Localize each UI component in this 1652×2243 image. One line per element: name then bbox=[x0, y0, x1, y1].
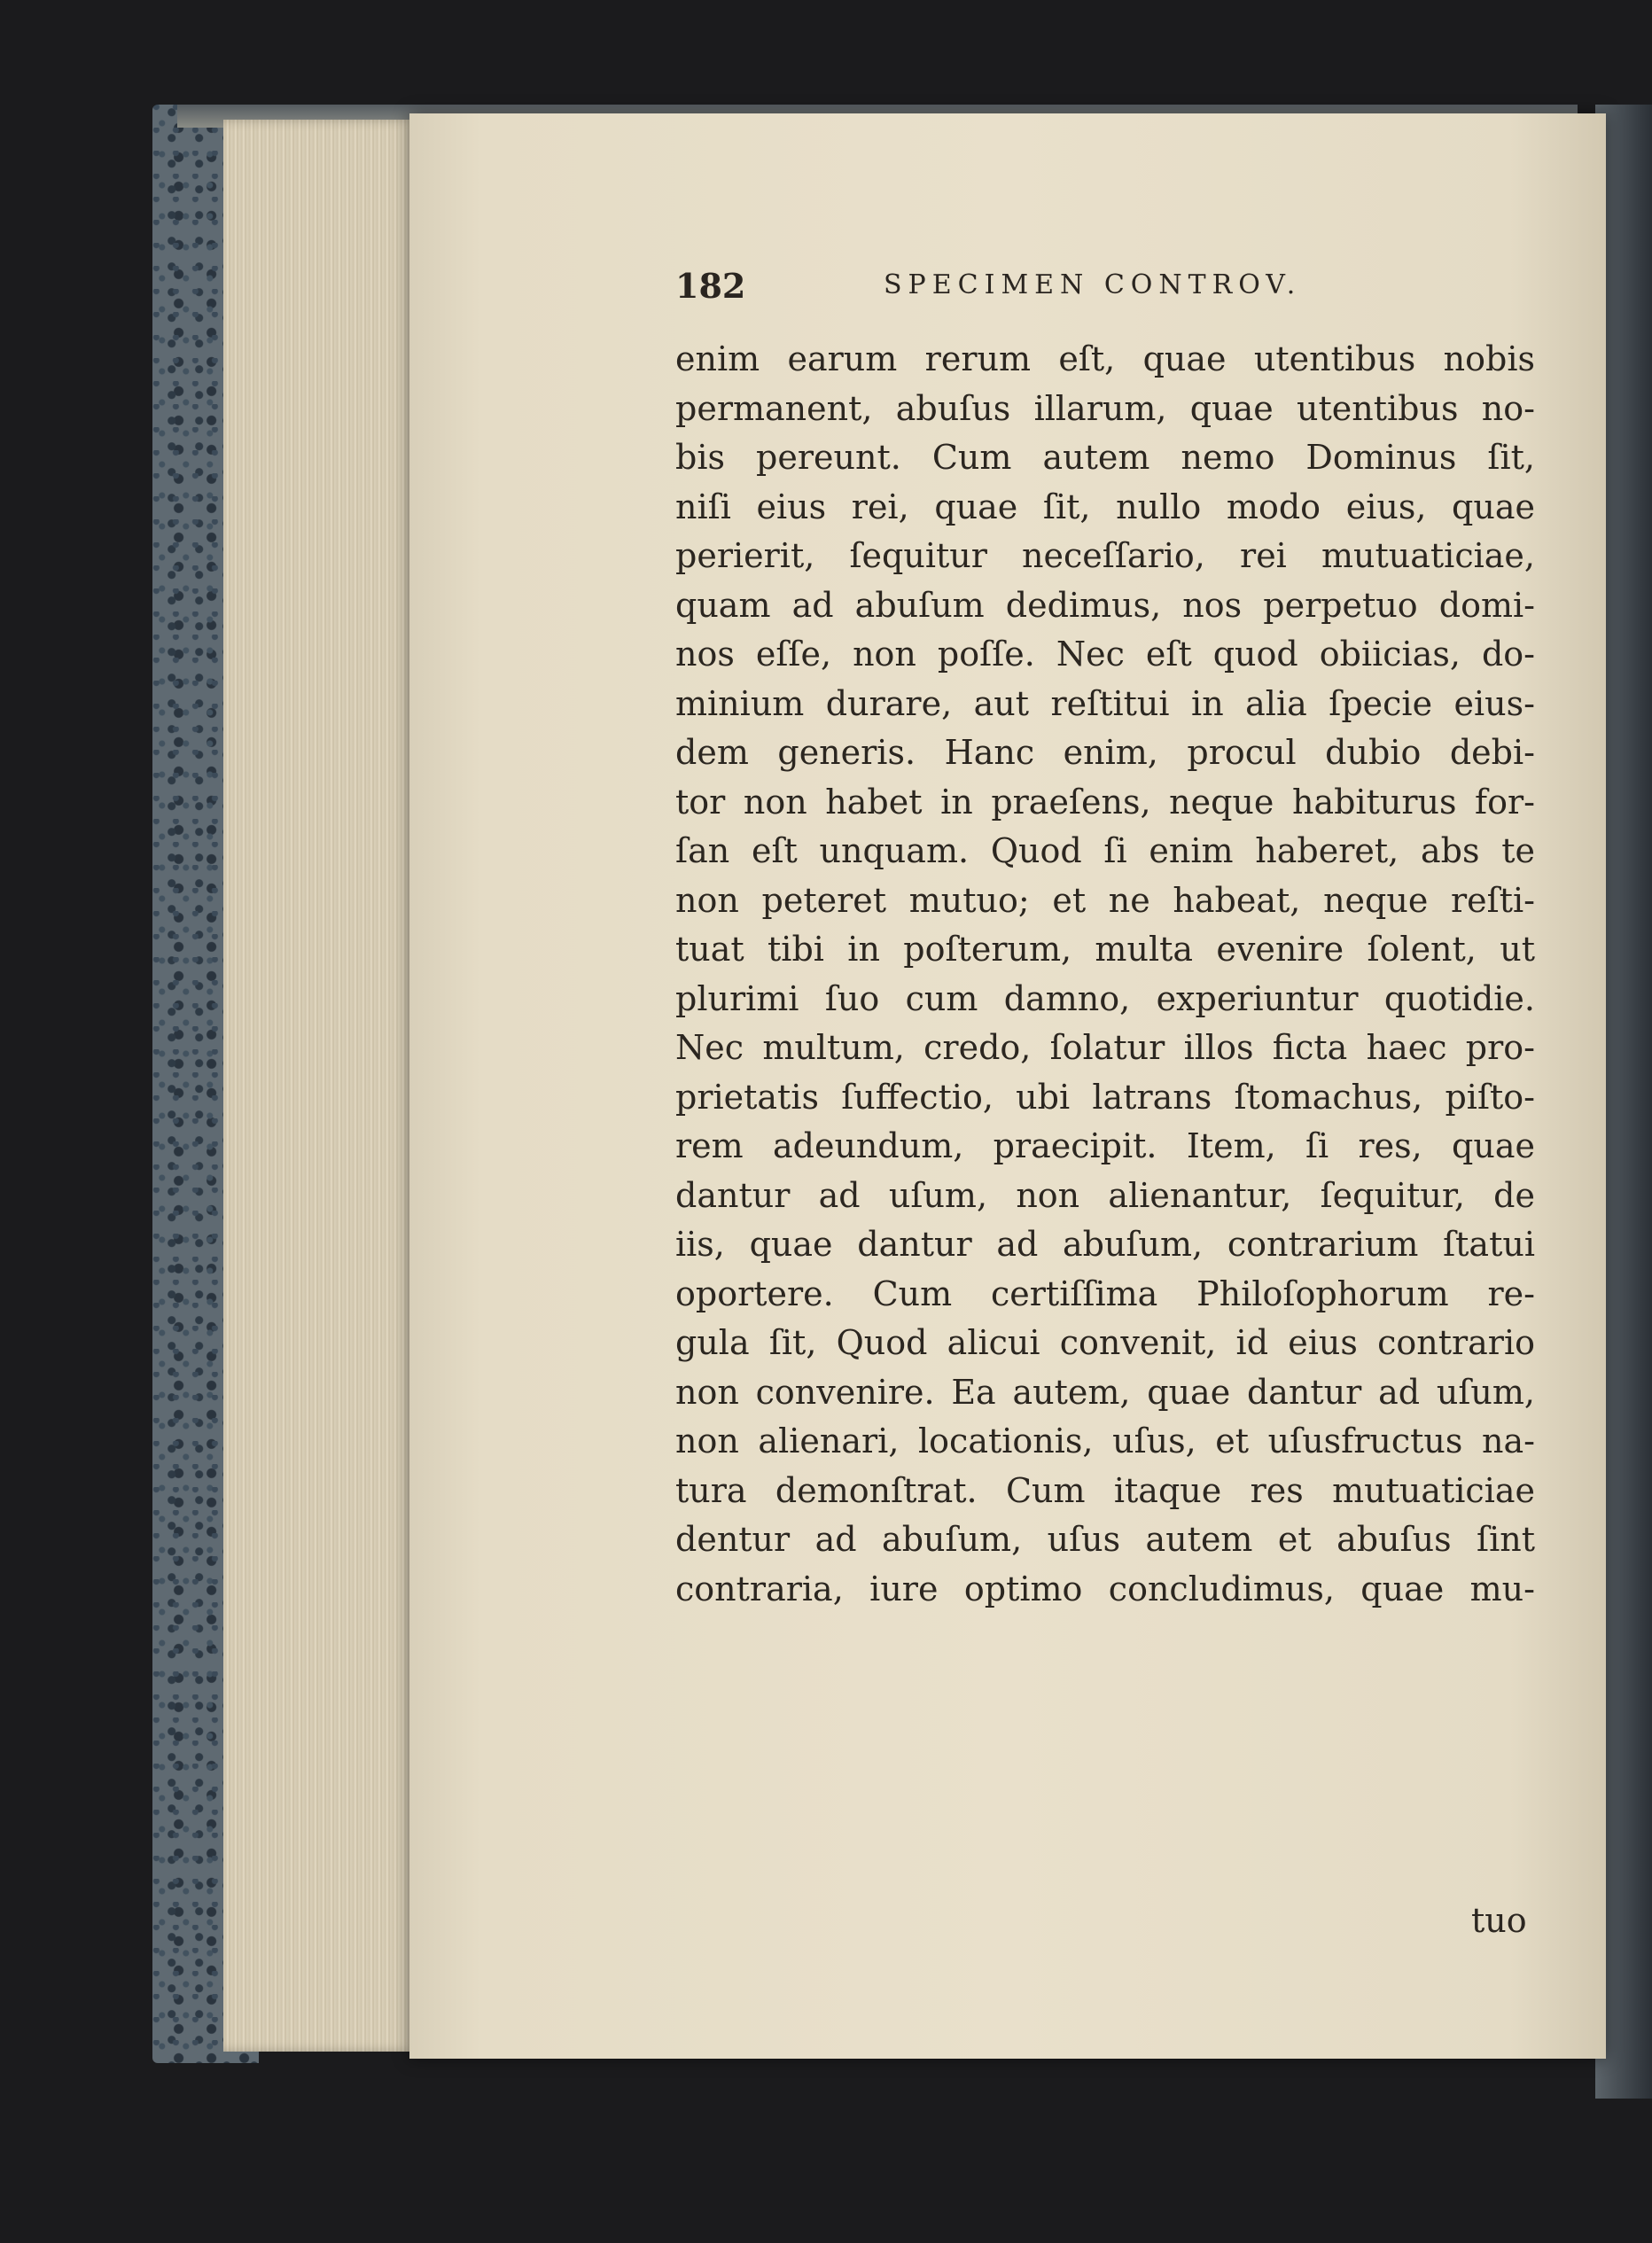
text-line: gula ſit, Quod alicui convenit, id eius contrario bbox=[675, 1323, 1535, 1362]
text-line: enim earum rerum eſt, quae utentibus nobis bbox=[675, 339, 1535, 378]
text-line: iis, quae dantur ad abuſum, contrarium ſtatui bbox=[675, 1225, 1535, 1264]
text-line: contraria, iure optimo concludimus, quae mu- bbox=[675, 1569, 1535, 1608]
text-line: permanent, abuſus illarum, quae utentibus no- bbox=[675, 388, 1535, 428]
text-line: niſi eius rei, quae ſit, nullo modo eius, quae bbox=[675, 487, 1535, 526]
text-line: bis pereunt. Cum autem nemo Dominus ſit, bbox=[675, 438, 1535, 477]
text-line: tor non habet in praeſens, neque habiturus for- bbox=[675, 782, 1535, 822]
page-number: 182 bbox=[675, 266, 746, 306]
text-line: nos eſſe, non poſſe. Nec eſt quod obiicias, do- bbox=[675, 635, 1535, 674]
text-line: plurimi ſuo cum damno, experiuntur quotidie. bbox=[675, 978, 1535, 1018]
text-line: rem adeundum, praecipit. Item, ſi res, quae bbox=[675, 1126, 1535, 1165]
catchword: tuo bbox=[1471, 1901, 1527, 1940]
text-line: non convenire. Ea autem, quae dantur ad uſum, bbox=[675, 1372, 1535, 1412]
text-line: dentur ad abuſum, uſus autem et abuſus ſint bbox=[675, 1520, 1535, 1559]
text-line: non peteret mutuo; et ne habeat, neque reſti- bbox=[675, 880, 1535, 920]
text-line: minium durare, aut reſtitui in alia ſpecie eius- bbox=[675, 683, 1535, 723]
body-text bbox=[675, 335, 1535, 1614]
text-line: Nec multum, credo, ſolatur illos ficta haec pro- bbox=[675, 1028, 1535, 1067]
text-line: tuat tibi in poſterum, multa evenire ſolent, ut bbox=[675, 930, 1535, 969]
text-line: prietatis ſuffectio, ubi latrans ſtomachus, piſto- bbox=[675, 1077, 1535, 1117]
text-line: ſan eſt unquam. Quod ſi enim haberet, abs te bbox=[675, 831, 1535, 870]
running-head: SPECIMEN CONTROV. bbox=[884, 269, 1302, 300]
text-line: perierit, ſequitur neceſſario, rei mutuaticiae, bbox=[675, 536, 1535, 575]
text-line: tura demonſtrat. Cum itaque res mutuaticiae bbox=[675, 1470, 1535, 1510]
text-line: quam ad abuſum dedimus, nos perpetuo domi- bbox=[675, 585, 1535, 625]
text-line: oportere. Cum certiſſima Philoſophorum re- bbox=[675, 1273, 1535, 1313]
page-edges bbox=[223, 120, 418, 2052]
text-line: dantur ad uſum, non alienantur, ſequitur, de bbox=[675, 1175, 1535, 1215]
text-line: dem generis. Hanc enim, procul dubio debi- bbox=[675, 733, 1535, 772]
text-line: non alienari, locationis, uſus, et uſusfructus na- bbox=[675, 1421, 1535, 1460]
page-header bbox=[675, 266, 1535, 312]
